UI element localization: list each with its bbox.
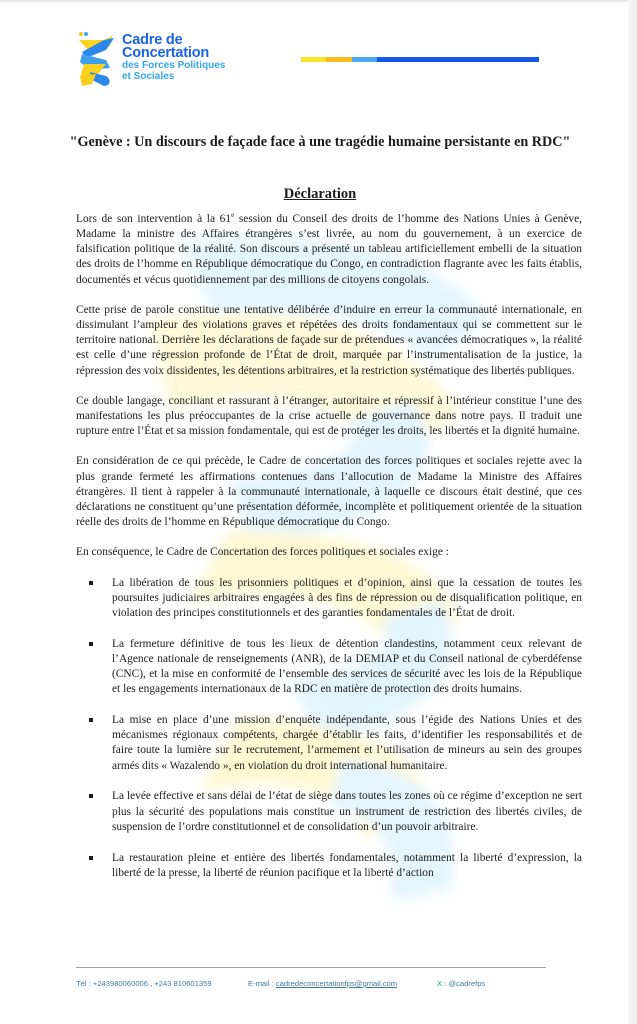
brand-line-1: Cadre de — [122, 32, 183, 48]
paragraph-1-rest: session du Conseil des droits de l’homme des Nations Unies à Genève, Madame la ministre des Affaires étrangères s’est livrée, au nom du gouvernement, à un exercice de falsification politique de la réalité. Son discours a présenté un tableau artificiellement embelli de la situation des droits de l’homme en République démocratique du Congo, en contradiction flagrante avec les faits établis, documentés et vécus quotidiennement par des millions de citoyens congolais. — [76, 212, 582, 286]
color-bar-segment — [301, 57, 326, 62]
footer-x-handle: X : @cadrefps — [437, 979, 486, 988]
list-item — [76, 637, 582, 698]
square-bullet-icon — [89, 642, 93, 646]
ordinal-superscript: e — [231, 211, 235, 219]
footer-phone: Tél : +243980060006 , +243 810601359 — [76, 979, 212, 988]
paragraph-3: Ce double langage, conciliant et rassurant à l’étranger, autoritaire et répressif à l’intérieur constitue l’une des manifestations les plus préoccupantes de la crise actuelle de gouvernance dans notre pays. Il traduit une rupture entre l’État et sa mission fondamentale, qui est de protéger les droits, les libertés et la dignité humaine. — [76, 394, 582, 438]
footer-divider — [76, 967, 546, 968]
list-item — [76, 576, 582, 622]
demand-text: La libération de tous les prisonniers politiques et d’opinion, ainsi que la cessation de toutes les poursuites judiciaires arbitraires engagées à des fins de répression ou de disqualification politique, en violation des principes constitutionnels et des garanties fondamentales de l’État de droit. — [112, 576, 582, 620]
color-bar-segment — [352, 57, 377, 62]
list-item — [76, 789, 582, 835]
square-bullet-icon — [89, 794, 93, 798]
paragraph-5: En conséquence, le Cadre de Concertation des forces politiques et sociales exige : — [76, 546, 449, 559]
document-body — [76, 208, 582, 896]
paragraph-2: Cette prise de parole constitue une tentative délibérée d’induire en erreur la communauté internationale, en dissimulant l’ampleur des violations graves et répétées des droits fondamentaux qui se commettent sur le territoire national. Derrière les déclarations de façade sur de prétendues « avancées démocratiques », la réalité est celle d’une régression profonde de l’État de droit, marquée par l’instrumentalisation de la justice, la répression des voix dissidentes, les détentions arbitraires, et la restriction systématique des libertés publiques. — [76, 303, 582, 377]
zigzag-logo-icon — [76, 30, 116, 88]
demand-text: La restauration pleine et entière des libertés fondamentales, notamment la liberté d’expression, la liberté de la presse, la liberté de réunion pacifique et la liberté d’action — [112, 851, 582, 879]
list-item — [76, 851, 582, 881]
demand-text: La mise en place d’une mission d’enquête indépendante, sous l’égide des Nations Unies et des mécanismes régionaux compétents, chargée d’établir les faits, d’identifier les responsabilités et de faire toute la lumière sur le recrutement, l’armement et l’utilisation de mineurs au sein des groupes armés dits « Wazalendo », en violation du droit international humanitaire. — [112, 714, 582, 772]
square-bullet-icon — [89, 856, 93, 860]
page-right-edge — [628, 0, 637, 1024]
paragraph-1-start: Lors de son intervention à la 61 — [76, 212, 232, 225]
brand-line-3: des Forces Politiques — [122, 60, 226, 71]
color-bar-segment — [326, 57, 351, 62]
document-title: "Genève : Un discours de façade face à une tragédie humaine persistante en RDC" — [69, 134, 571, 150]
paragraph-4: En considération de ce qui précède, le Cadre de concertation des forces politiques et sociales rejette avec la plus grande fermeté les affirmations contenues dans l’allocution de Madame la Ministre des Affaires étrangères. Il tient à rappeler à la communauté internationale, à laquelle ce discours était destiné, que ces déclarations ne constituent qu’une présentation déformée, incomplète et politiquement orientée de la situation réelle des droits de l’homme en République démocratique du Congo. — [76, 455, 582, 529]
demands-list — [76, 576, 582, 881]
paragraph-1 — [76, 208, 582, 288]
email-label: E-mail : — [248, 979, 276, 988]
brand-name — [122, 34, 225, 82]
list-item — [76, 713, 582, 774]
demand-text: La levée effective et sans délai de l’état de siège dans toutes les zones où ce régime d’exception ne sert plus la sécurité des populations mais constitue un instrument de restriction des libertés civiles, de suspension de l’ordre constitutionnel et de consolidation d’un pouvoir arbitraire. — [112, 790, 582, 833]
square-bullet-icon — [89, 718, 93, 722]
demand-text: La fermeture définitive de tous les lieux de détention clandestins, notamment ceux relevant de l’Agence nationale de renseignements (ANR), de la DEMIAP et du Conseil national de cyberdéfense (CNC), et la mise en conformité de l’ensemble des services de sécurité avec les lois de la République et les engagements internationaux de la RDC en matière de protection des droits humains. — [112, 637, 582, 696]
brand-line-4: et Sociales — [122, 71, 175, 82]
brand-line-2: Concertation — [122, 45, 210, 61]
email-link[interactable]: cadredeconcertationfps@gmail.com — [275, 979, 398, 988]
page-top-edge — [0, 0, 628, 2]
header-color-bar — [301, 57, 539, 62]
square-bullet-icon — [89, 581, 93, 585]
footer-email — [248, 979, 397, 988]
document-heading: Déclaration — [283, 186, 357, 202]
color-bar-segment — [377, 57, 539, 62]
